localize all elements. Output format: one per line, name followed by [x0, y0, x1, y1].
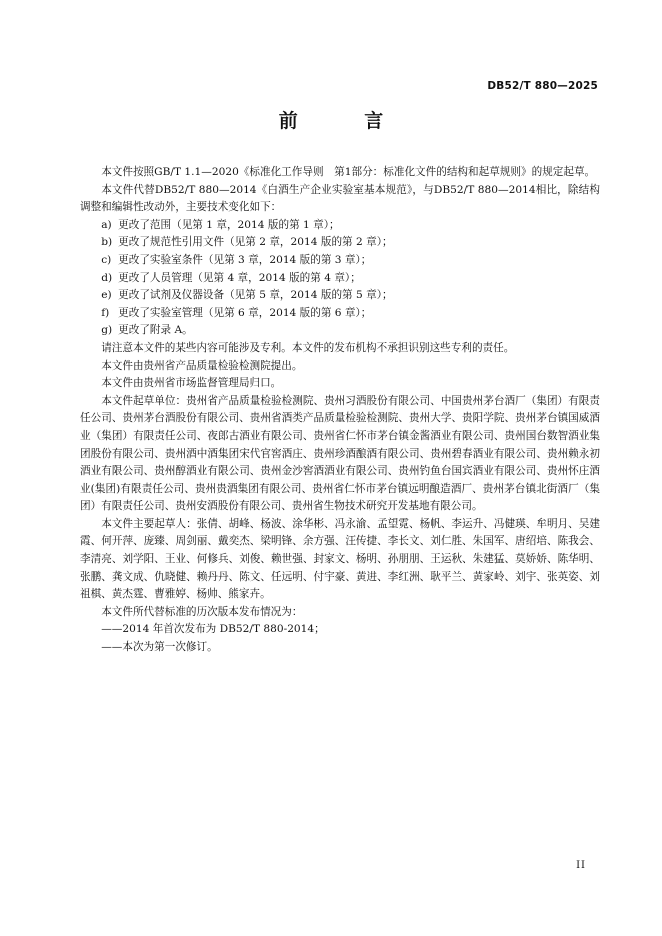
- page-number: II: [576, 860, 586, 871]
- intro-paragraph-1: 本文件按照GB/T 1.1—2020《标准化工作导则 第1部分：标准化文件的结构和起草规则》的规定起草。: [101, 166, 596, 178]
- list-item-text: 更改了人员管理（见第 4 章，2014 版的第 4 章）；: [118, 271, 361, 284]
- history-list: [80, 621, 600, 656]
- drafters-paragraph: 本文件主要起草人：张倩、胡峰、杨波、涂华彬、冯永渝、孟望霓、杨帆、李运升、冯健瑛、牟明月、吴建霞、何开萍、庞臻、周剑丽、戴奕杰、梁明锋、余方强、汪传捷、李长文、刘仁胜、朱国军、唐绍培、陈我会、李清亮、刘学阳、王业、何修兵、刘俊、赖世强、封家文、杨明、孙朋朋、王运秋、朱建猛、莫娇娇、陈华明、张鹏、龚文成、仇晓健、赖丹丹、陈文、任远明、付宇豪、黄进、李红洲、耿平兰、黄家岭、刘宇、张英姿、刘祖棋、黄杰霆、曹雅婷、杨帅、熊家卉。: [80, 517, 600, 601]
- list-item: [80, 234, 600, 252]
- changes-list: [80, 217, 600, 340]
- list-item: [80, 305, 600, 323]
- list-item: [80, 252, 600, 270]
- standard-code: DB52/T 880—2025: [487, 80, 598, 92]
- list-item-text: 更改了实验室条件（见第 3 章，2014 版的第 3 章）；: [118, 253, 372, 266]
- list-item: ——2014 年首次发布为 DB52/T 880-2014；: [101, 623, 325, 636]
- proposer-paragraph: 本文件由贵州省产品质量检验检测院提出。: [101, 359, 303, 372]
- list-item-text: 更改了实验室管理（见第 6 章，2014 版的第 6 章）；: [118, 306, 372, 319]
- list-item-text: 更改了规范性引用文件（见第 2 章，2014 版的第 2 章）；: [118, 236, 393, 249]
- list-marker: f): [101, 306, 110, 319]
- centralized-unit-paragraph: 本文件由贵州省市场监督管理局归口。: [101, 377, 282, 390]
- list-item: ——本次为第一次修订。: [101, 641, 218, 654]
- list-marker: b): [101, 236, 113, 249]
- document-body: [80, 164, 600, 657]
- list-item: [80, 217, 600, 235]
- patent-notice: 请注意本文件的某些内容可能涉及专利。本文件的发布机构不承担识别这些专利的责任。: [101, 341, 515, 354]
- list-marker: a): [101, 218, 112, 231]
- list-item-text: 更改了试剂及仪器设备（见第 5 章，2014 版的第 5 章）；: [118, 289, 393, 302]
- list-item: [80, 322, 600, 340]
- history-intro-paragraph: 本文件所代替标准的历次版本发布情况为：: [101, 605, 303, 618]
- list-marker: g): [101, 324, 113, 337]
- intro-paragraph-2: 本文件代替DB52/T 880—2014《白酒生产企业实验室基本规范》，与DB52/T 880—2014相比，除结构调整和编辑性改动外，主要技术变化如下：: [80, 183, 600, 214]
- list-marker: e): [101, 289, 112, 302]
- list-item: [80, 270, 600, 288]
- list-item: [80, 287, 600, 305]
- list-marker: c): [101, 253, 112, 266]
- list-item-text: 更改了范围（见第 1 章，2014 版的第 1 章）；: [118, 218, 340, 231]
- list-item-text: 更改了附录 A。: [118, 324, 193, 337]
- drafting-units-paragraph: 本文件起草单位：贵州省产品质量检验检测院、贵州习酒股份有限公司、中国贵州茅台酒厂（集团）有限责任公司、贵州茅台酒股份有限公司、贵州省酒类产品质量检验检测院、贵州大学、贵阳学院、贵州茅台镇国威酒业（集团）有限责任公司、夜郎古酒业有限公司、贵州省仁怀市茅台镇金酱酒业有限公司、贵州国台数智酒业集团股份有限公司、贵州酒中酒集团宋代官窖酒庄、贵州珍酒酿酒有限公司、贵州碧春酒业有限公司、贵州赖永初酒业有限公司、贵州醇酒业有限公司、贵州金沙窖酒酒业有限公司、贵州钓鱼台国宾酒业有限公司、贵州怀庄酒业(集团)有限责任公司、贵州贵酒集团有限公司、贵州省仁怀市茅台镇远明酿造酒厂、贵州茅台镇北街酒厂（集团）有限责任公司、贵州安酒股份有限公司、贵州省生物技术研究开发基地有限公司。: [80, 394, 600, 513]
- list-marker: d): [101, 271, 113, 284]
- page-title: 前 言: [278, 110, 414, 132]
